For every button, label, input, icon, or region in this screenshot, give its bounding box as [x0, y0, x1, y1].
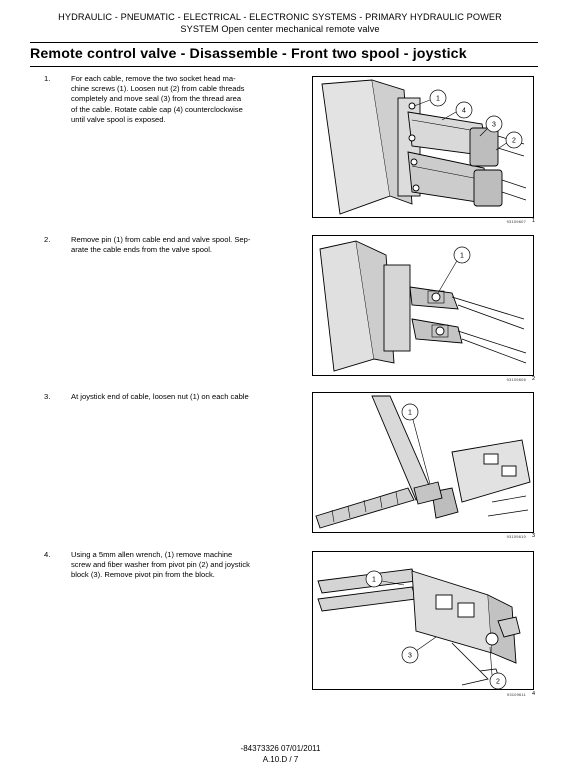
- step-line: block (3). Remove pivot pin from the block.: [71, 570, 215, 580]
- figure-2-illustration: [312, 235, 534, 376]
- figure-2: [312, 235, 534, 387]
- step-number: 3.: [44, 392, 51, 401]
- title-rule: [30, 66, 538, 67]
- step-line: chine screws (1). Loosen nut (2) from cable threads: [71, 84, 245, 94]
- step-line: arate the cable ends from the valve spool.: [71, 245, 212, 255]
- figure-3-id: 93109610: [506, 534, 526, 539]
- step-line: At joystick end of cable, loosen nut (1) on each cable: [71, 392, 249, 401]
- step-line: Remove pin (1) from cable end and valve spool. Sep-: [71, 235, 251, 244]
- figure-1-callout: 3: [492, 121, 496, 129]
- figure-3-callout: 1: [408, 409, 412, 417]
- running-header: [30, 12, 530, 35]
- step-number: 1.: [44, 74, 51, 83]
- figure-1-illustration: [312, 76, 534, 218]
- header-rule: [30, 42, 538, 43]
- figure-1-id: 93109607: [506, 219, 526, 224]
- step-line: until valve spool is exposed.: [71, 114, 166, 124]
- step-line: completely and move seal (3) from the thread area: [71, 94, 242, 104]
- figure-1-callout: 1: [436, 95, 440, 103]
- step-line: of the cable. Rotate cable cap (4) counterclockwise: [71, 104, 243, 114]
- figure-2-callout: 1: [460, 252, 464, 260]
- step-number: 2.: [44, 235, 51, 244]
- figure-4-callout: 1: [372, 576, 376, 584]
- step-number: 4.: [44, 550, 51, 559]
- figure-4-callout: 2: [496, 678, 500, 686]
- step-text: [71, 550, 295, 581]
- figure-4-number: 4: [531, 691, 535, 697]
- step-text: [71, 392, 295, 402]
- figure-1-number: 1: [531, 218, 535, 224]
- figure-4: [312, 551, 534, 701]
- figure-1-callout: 4: [462, 107, 466, 115]
- step-line: For each cable, remove the two socket head ma-: [71, 74, 236, 83]
- figure-4-id: 93109611: [506, 692, 526, 697]
- figure-1: [312, 76, 534, 229]
- footer-page-number: A.10.D / 7: [262, 755, 299, 764]
- footer-doc-ref: -84373326 07/01/2011: [240, 744, 321, 753]
- figure-4-callout: 3: [408, 652, 412, 660]
- figure-4-illustration: [312, 551, 534, 690]
- figure-1-callout: 2: [512, 137, 516, 145]
- header-line-2: SYSTEM Open center mechanical remote valve: [180, 23, 380, 34]
- figure-3: [312, 392, 534, 544]
- figure-2-number: 2: [531, 376, 535, 382]
- step-text: [71, 74, 295, 125]
- step-line: screw and fiber washer from pivot pin (2) and joystick: [71, 560, 250, 570]
- figure-2-id: 93109606: [506, 377, 526, 382]
- step-text: [71, 235, 295, 255]
- figure-3-illustration: [312, 392, 534, 533]
- step-line: Using a 5mm allen wrench, (1) remove machine: [71, 550, 233, 559]
- page-title: Remote control valve - Disassemble - Front two spool - joystick: [30, 46, 467, 62]
- figure-3-number: 3: [531, 533, 535, 539]
- header-line-1: HYDRAULIC - PNEUMATIC - ELECTRICAL - ELECTRONIC SYSTEMS - PRIMARY HYDRAULIC POWER: [58, 12, 502, 22]
